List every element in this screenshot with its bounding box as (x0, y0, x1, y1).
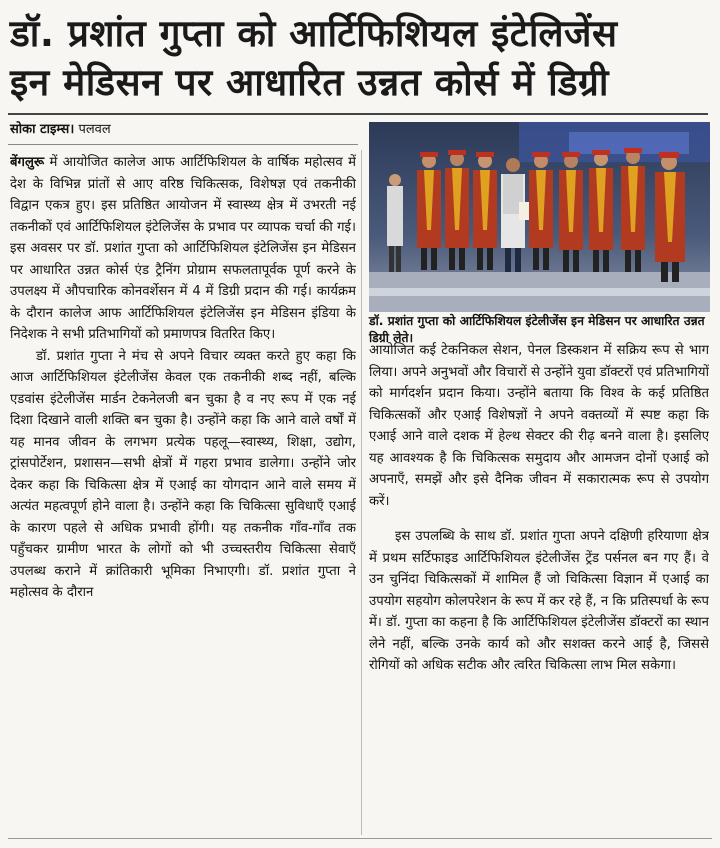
article-paragraph-1 (10, 152, 356, 346)
article-paragraph-4: इस उपलब्धि के साथ डॉ. प्रशांत गुप्ता अपने दक्षिणी हरियाणा क्षेत्र में प्रथम सर्टिफाइड आर्टिफिशियल इंटेलीजेंस ट्रेंड पर्सनल बन गए हैं। वे उन चुनिंदा चिकित्सकों में शामिल हैं जो चिकित्सा विज्ञान में एआई का उपयोग सहयोग कोलपरेशन के रूप में कर रहे हैं, न कि प्रतिस्पर्धा के रूप में। डॉ. गुप्ता का कहना है कि आर्टिफिशियल इंटेलीजेंस डॉक्टरों का स्थान लेने नहीं, बल्कि उनके कार्य को और सशक्त करने आई है, जिससे रोगियों को अधिक सटीक और त्वरित चिकित्सा लाभ मिल सकेगा। (369, 529, 709, 673)
byline-place: पलवल (78, 122, 111, 137)
headline-line-1: डॉ. प्रशांत गुप्ता को आर्टिफिशियल इंटेलिजेंस (10, 12, 618, 55)
article-paragraph-1-body: में आयोजित कालेज आफ आर्टिफिशियल के वार्षिक महोत्सव में देश के विभिन्न प्रांतों से आए वरिष्ठ चिकित्सक, विशेषज्ञ एवं तकनीकी विद्वान एकत्र हुए। इस प्रतिष्ठित आयोजन में स्वास्थ्य क्षेत्र में उभरती नई तकनीकों एवं आर्टिफिशियल इंटेलिजेंस के प्रभाव पर व्यापक चर्चा की गई। इस अवसर पर डॉ. प्रशांत गुप्ता को आर्टिफिशियल इंटेलिजेंस इन मेडिसन पर आधारित उन्नत कोर्स एंड ट्रैनिंग प्रोग्राम सफलतापूर्वक पूर्ण करने के उपलक्ष्य में औपचारिक कोनवर्शेसन में 4 में डिग्री प्रदान की गई। कार्यक्रम के दौरान कालेज आफ आर्टिफिशियल इंटेलिजेंस इन मेडिसन इंडिया के निदेशक ने सभी प्रतिभागियों को प्रमाणपत्र वितरित किए। (10, 155, 356, 342)
bottom-rule (8, 838, 712, 839)
ceremony-photo-illustration (369, 122, 710, 312)
column-divider (361, 150, 362, 835)
article-paragraph-3: आयोजित कई टेकनिकल सेशन, पेनल डिस्कशन में सक्रिय रूप से भाग लिया। अपने अनुभवों और विचारों से उन्होंने युवा डॉक्टरों एवं प्रतिभागियों को मार्गदर्शन प्रदान किया। उन्होंने बताया कि विश्व के कई प्रतिष्ठित चिकित्सकों और एआई विशेषज्ञों ने अपने वक्तव्यों में स्पष्ट कहा कि एआई आने वाले दशक में हेल्थ सेक्टर की रीढ़ बनने वाला है। इसलिए यह आवश्यक है कि चिकित्सक समुदाय और आमजन दोनों एआई को अपनाएँ, समझें और इसे दैनिक जीवन में सकारात्मक रूप से उपयोग करें। (369, 343, 709, 509)
article-left-column (10, 152, 356, 832)
byline (10, 120, 111, 140)
dateline-place: बेंगलुरू (10, 155, 45, 170)
article-right-column (369, 340, 709, 835)
headline (10, 10, 710, 108)
headline-rule (8, 113, 708, 115)
byline-separator: । (69, 122, 75, 137)
article-paragraph-2: डॉ. प्रशांत गुप्ता ने मंच से अपने विचार व्यक्त करते हुए कहा कि आज आर्टिफिशियल इंटेलीजेंस केवल एक तकनीकी शब्द नहीं, बल्कि एडवांस इंटेलीजेंस मार्डन टेकनेलजी बन चुका है व नए रूप में एक नई दिशा दिखाने वाली शक्ति बन चुका है। उन्होंने कहा कि आने वाले वर्षों में यह मानव जीवन के लगभग प्रत्येक पहलू—स्वास्थ्य, शिक्षा, उद्योग, ट्रांसपोर्टेशन, प्रशासन—सभी क्षेत्रों में गहरा प्रभाव डालेगा। उन्होंने जोर देकर कहा कि चिकित्सा क्षेत्र में एआई का योगदान आने वाले समय में अत्यंत महत्वपूर्ण होने वाला है। उन्होंने कहा कि चिकित्सा सुविधाएँ एआई के कारण पहले से अधिक प्रभावी होंगी। यह तकनीक गाँव-गाँव तक पहुँचकर ग्रामीण भारत के लोगों को भी उच्चस्तरीय चिकित्सा सेवाएँ उपलब्ध कराने में क्रांतिकारी भूमिका निभाएगी। डॉ. प्रशांत गुप्ता ने महोत्सव के दौरान (10, 348, 356, 600)
byline-rule (8, 144, 358, 145)
ceremony-photo (369, 122, 710, 312)
byline-source: सोका टाइम्स (10, 122, 70, 137)
headline-line-2: इन मेडिसन पर आधारित उन्नत कोर्स में डिग्री (10, 61, 609, 104)
photo-caption: डॉ. प्रशांत गुप्ता को आर्टिफिशियल इंटेलीजेंस इन मेडिसन पर आधारित उन्नत डिग्री लेते। (369, 314, 705, 345)
